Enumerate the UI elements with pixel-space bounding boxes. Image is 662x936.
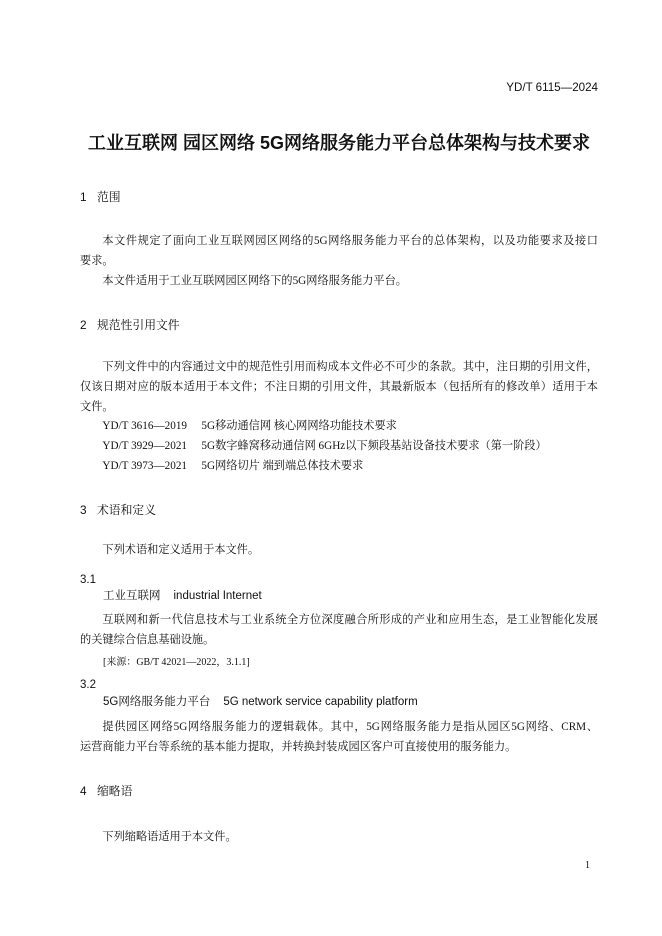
section-number: 1 [80,190,87,204]
text-line: 的关键综合信息基础设施。 [80,633,215,646]
section-title: 术语和定义 [97,503,156,517]
text-line: 下列术语和定义适用于本文件。 [102,544,260,557]
reference-item [80,457,598,477]
text-line: 下列文件中的内容通过文中的规范性引用而构成本文件必不可少的条款。其中，注日期的引用文件， [102,361,598,374]
term-chinese: 5G网络服务能力平台 [103,696,211,708]
reference-title: 5G移动通信网 核心网网络功能技术要求 [201,420,397,433]
text-line: 要求。 [80,254,114,267]
text-line: 文件。 [80,400,114,413]
reference-title: 5G网络切片 端到端总体技术要求 [201,460,364,473]
section-number: 4 [80,784,87,798]
text-line: 本文件适用于工业互联网园区网络下的5G网络服务能力平台。 [102,275,407,288]
section-number: 2 [80,318,87,332]
scope-paragraph-2 [80,272,598,292]
section-4-heading [80,781,598,801]
text-line: 提供园区网络5G网络服务能力的逻辑载体。其中，5G网络服务能力是指从园区5G网络、CRM、 [102,721,598,734]
section-2-heading [80,315,598,335]
standard-code: YD/T 6115—2024 [506,81,598,94]
terms-intro [80,541,598,561]
text-line: 互联网和新一代信息技术与工业系统全方位深度融合所形成的产业和应用生态，是工业智能化发展 [102,614,598,627]
reference-item [80,437,598,457]
document-title: 工业互联网 园区网络 5G网络服务能力平台总体架构与技术要求 [87,133,590,153]
text-line: 运营商能力平台等系统的基本能力提取，并转换封装成园区客户可直接使用的服务能力。 [80,740,517,753]
reference-item [80,417,598,437]
term-english: industrial Internet [173,590,262,602]
term-chinese: 工业互联网 [103,590,161,602]
reference-code: YD/T 3616—2019 [102,420,188,433]
text-line: 仅该日期对应的版本适用于本文件；不注日期的引用文件，其最新版本（包括所有的修改单）适用于本 [80,380,598,393]
term-entry [80,586,621,606]
page-number: 1 [585,860,590,871]
clause-number: 3.1 [80,574,96,586]
term-definition [80,718,598,758]
text-line: 下列缩略语适用于本文件。 [102,831,237,844]
section-3-heading [80,500,598,520]
clause-number: 3.2 [80,679,96,691]
section-title: 范围 [97,190,121,204]
term-source: [来源：GB/T 42021—2022，3.1.1] [103,657,250,668]
section-number: 3 [80,503,87,517]
abbreviations-intro [80,828,598,848]
term-entry [80,692,621,712]
term-definition [80,611,598,651]
section-title: 缩略语 [97,784,133,798]
reference-title: 5G数字蜂窝移动通信网 6GHz以下频段基站设备技术要求（第一阶段） [201,440,547,453]
section-title: 规范性引用文件 [97,318,180,332]
scope-paragraph-1 [80,232,598,272]
reference-code: YD/T 3929—2021 [102,440,188,453]
reference-code: YD/T 3973—2021 [102,460,188,473]
text-line: 本文件规定了面向工业互联网园区网络的5G网络服务能力平台的总体架构，以及功能要求及接口 [102,235,598,248]
section-1-heading [80,187,598,207]
term-english: 5G network service capability platform [223,696,418,708]
normative-references [80,358,598,477]
